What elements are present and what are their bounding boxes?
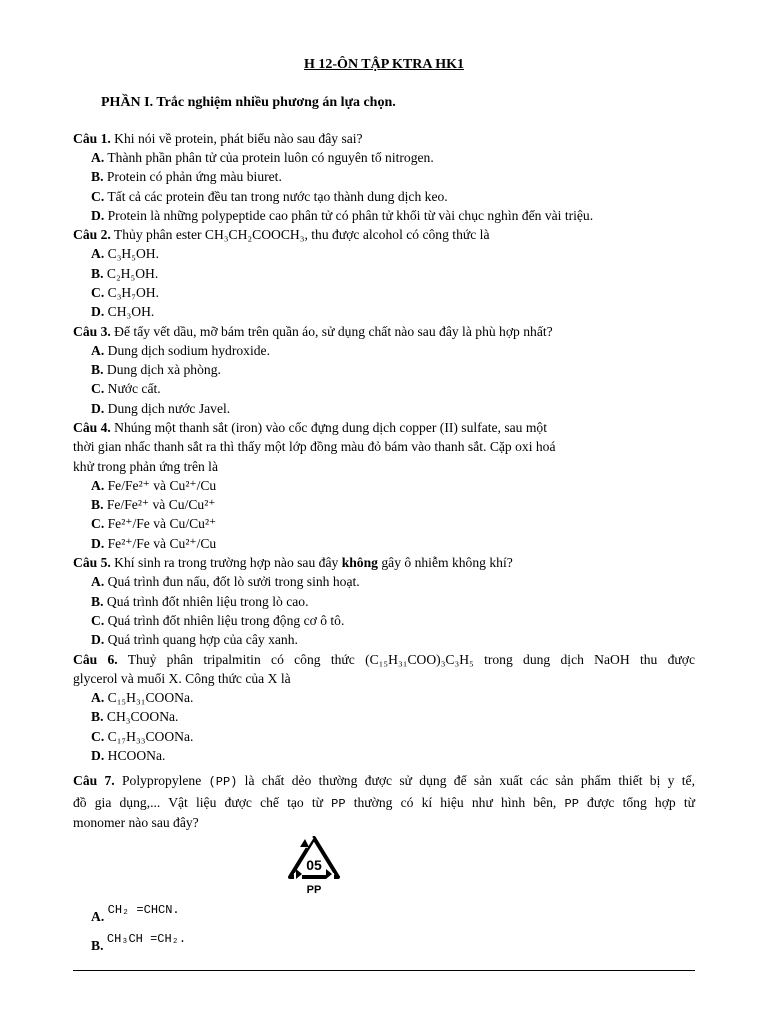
question-5: Câu 5. Khí sinh ra trong trường hợp nào sau đây không gây ô nhiễm không khí? bbox=[73, 555, 513, 570]
option-2c: C. C₃H₇OH. bbox=[91, 285, 160, 300]
option-1d: D. Protein là những polypeptide cao phân tử có phân tử khối từ vài chục nghìn đến vài triệu. bbox=[91, 208, 594, 223]
option-4c: C. Fe²⁺/Fe và Cu/Cu²⁺ bbox=[91, 516, 217, 531]
option-6c: C. C₁₇H₃₃COONa. bbox=[91, 729, 194, 744]
option-2d: D. CH₃OH. bbox=[91, 304, 155, 319]
option-1b: B. Protein có phản ứng màu biuret. bbox=[91, 169, 282, 184]
option-7a: A. CH₂ =CHCN. bbox=[91, 903, 180, 924]
section-heading: PHẦN I. Trắc nghiệm nhiều phương án lựa chọn. bbox=[101, 95, 396, 110]
option-5c: C. Quá trình đốt nhiên liệu trong động cơ ô tô. bbox=[91, 613, 345, 628]
page-title: H 12-ÔN TẬP KTRA HK1 bbox=[304, 57, 464, 72]
recycling-symbol bbox=[286, 835, 342, 897]
option-3c: C. Nước cất. bbox=[91, 381, 161, 396]
option-4d: D. Fe²⁺/Fe và Cu²⁺/Cu bbox=[91, 536, 217, 551]
question-4-line-2: thời gian nhấc thanh sắt ra thì thấy một lớp đồng màu đỏ bám vào thanh sắt. Cặp oxi hoá bbox=[73, 439, 556, 454]
option-6b: B. CH₃COONa. bbox=[91, 709, 179, 724]
option-6d: D. HCOONa. bbox=[91, 748, 166, 763]
question-7-line-3: monomer nào sau đây? bbox=[73, 815, 199, 830]
option-5b: B. Quá trình đốt nhiên liệu trong lò cao. bbox=[91, 594, 309, 609]
question-3: Câu 3. Để tẩy vết dầu, mỡ bám trên quần áo, sử dụng chất nào sau đây là phù hợp nhất? bbox=[73, 324, 553, 339]
option-7b: B. CH₃CH =CH₂. bbox=[91, 932, 187, 953]
recycling-triangle-icon bbox=[286, 835, 342, 897]
question-4: Câu 4. Nhúng một thanh sắt (iron) vào cốc đựng dung dịch copper (II) sulfate, sau một bbox=[73, 420, 547, 435]
option-2b: B. C₂H₅OH. bbox=[91, 266, 159, 281]
question-1: Câu 1. Khi nói về protein, phát biểu nào sau đây sai? bbox=[73, 131, 363, 146]
question-7-line-2: đồ gia dụng,... Vật liệu được chế tạo từ PP thường có kí hiệu như hình bên, PP được tổng hợp từ bbox=[73, 795, 696, 811]
logo-label: PP bbox=[306, 884, 322, 896]
option-3b: B. Dung dịch xà phòng. bbox=[91, 362, 221, 377]
option-5a: A. Quá trình đun nấu, đốt lò sưởi trong sinh hoạt. bbox=[91, 574, 360, 589]
question-4-line-3: khử trong phản ứng trên là bbox=[73, 459, 218, 474]
question-6-line-2: glycerol và muối X. Công thức của X là bbox=[73, 671, 291, 686]
option-5d: D. Quá trình quang hợp của cây xanh. bbox=[91, 632, 298, 647]
option-4b: B. Fe/Fe²⁺ và Cu/Cu²⁺ bbox=[91, 497, 216, 512]
question-7: Câu 7. Polypropylene (PP) là chất dẻo thường được sử dụng để sản xuất các sản phẩm thiết bị y tế, bbox=[73, 773, 695, 789]
option-3d: D. Dung dịch nước Javel. bbox=[91, 401, 231, 416]
option-1c: C. Tất cả các protein đều tan trong nước tạo thành dung dịch keo. bbox=[91, 189, 448, 204]
option-4a: A. Fe/Fe²⁺ và Cu²⁺/Cu bbox=[91, 478, 217, 493]
option-3a: A. Dung dịch sodium hydroxide. bbox=[91, 343, 270, 358]
bottom-rule bbox=[73, 970, 695, 971]
option-1a: A. Thành phần phân tử của protein luôn có nguyên tố nitrogen. bbox=[91, 150, 434, 165]
question-6: Câu 6. Thuỷ phân tripalmitin có công thức (C₁₅H₃₁COO)₃C₃H₅ trong dung dịch NaOH thu được bbox=[73, 652, 695, 667]
question-2: Câu 2. Thủy phân ester CH₃CH₂COOCH₃, thu được alcohol có công thức là bbox=[73, 227, 490, 242]
option-6a: A. C₁₅H₃₁COONa. bbox=[91, 690, 194, 705]
logo-number: 05 bbox=[306, 857, 322, 873]
option-2a: A. C₃H₅OH. bbox=[91, 246, 160, 261]
